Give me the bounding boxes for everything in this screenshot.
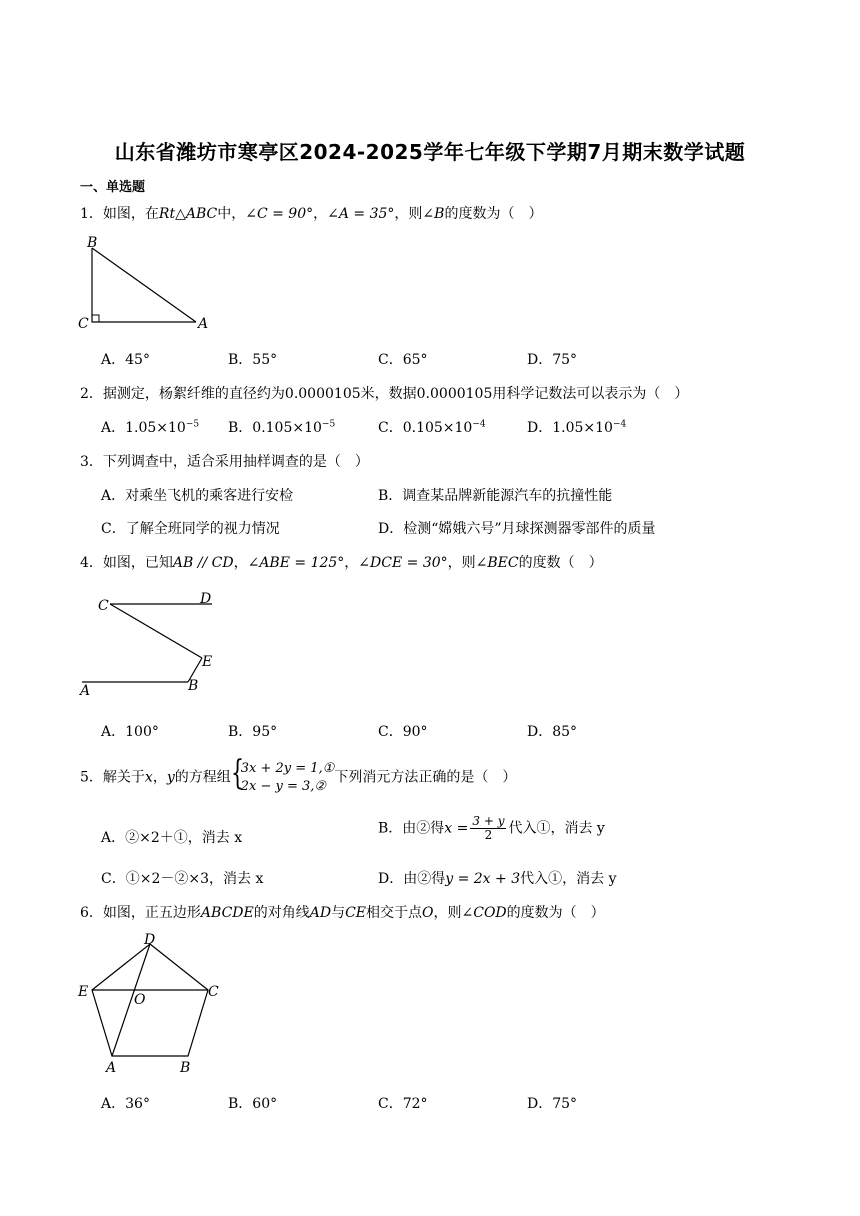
option-2d[interactable]: D．$1.05\times 10^{-4}$ — [527, 419, 627, 436]
option-4a[interactable]: A．100° — [101, 724, 159, 740]
option-3a[interactable]: A．对乘坐飞机的乘客进行安检 — [101, 488, 294, 504]
option-6a[interactable]: A．36° — [101, 1096, 150, 1112]
option-2c[interactable]: C．$0.105\times 10^{-4}$ — [378, 419, 486, 436]
label-B: B — [188, 678, 199, 694]
option-3d[interactable]: D．检测“嫦娥六号”月球探测器零部件的质量 — [378, 521, 656, 537]
label-B: B — [87, 235, 98, 251]
fraction: $\frac{3 + y}{2}$ — [472, 814, 505, 843]
option-5c[interactable]: C．①×2－②×3，消去 x — [101, 871, 264, 887]
label-E: E — [78, 984, 89, 1000]
question-5: 5．解关于x，y的方程组 { 3x + 2y = 1,① 2x − y = 3,② 下列消元方法正确的是（ ） — [80, 753, 517, 794]
figure-right-triangle — [78, 234, 218, 334]
option-6b[interactable]: B．60° — [228, 1096, 278, 1112]
label-C: C — [78, 316, 89, 332]
label-D: D — [200, 591, 212, 607]
question-3: 3．下列调查中，适合采用抽样调查的是（ ） — [80, 454, 369, 470]
label-O: O — [134, 992, 146, 1008]
option-6d[interactable]: D．75° — [527, 1096, 578, 1112]
label-A: A — [80, 683, 91, 699]
question-1: 1．如图，在Rt△ABC中，∠C = 90°，∠A = 35°，则∠B的度数为（ ） — [80, 206, 543, 222]
label-B: B — [180, 1060, 191, 1076]
figure-parallel-lines — [78, 588, 228, 698]
label-C: C — [98, 598, 109, 614]
brace-icon: { — [230, 753, 244, 793]
option-5d[interactable]: D．由②得y = 2x + 3代入①，消去 y — [378, 871, 617, 887]
option-3b[interactable]: B．调查某品牌新能源汽车的抗撞性能 — [378, 488, 613, 504]
figure-pentagon — [78, 930, 238, 1080]
option-1d[interactable]: D．75° — [527, 352, 578, 368]
equation-system: { 3x + 2y = 1,① 2x − y = 3,② — [230, 753, 335, 794]
option-1b[interactable]: B．55° — [228, 352, 278, 368]
option-3c[interactable]: C．了解全班同学的视力情况 — [101, 521, 280, 537]
question-6: 6．如图，正五边形ABCDE的对角线AD与CE相交于点O，则∠COD的度数为（ ） — [80, 905, 605, 921]
label-D: D — [144, 932, 156, 948]
page-title: 山东省潍坊市寒亭区2024-2025学年七年级下学期7月期末数学试题 — [114, 140, 746, 164]
option-6c[interactable]: C．72° — [378, 1096, 428, 1112]
option-4d[interactable]: D．85° — [527, 724, 578, 740]
question-4: 4．如图，已知AB // CD，∠ABE = 125°，∠DCE = 30°，则∠BEC的度数（ ） — [80, 555, 603, 571]
option-1a[interactable]: A．45° — [101, 352, 150, 368]
option-2b[interactable]: B．$0.105\times 10^{-5}$ — [228, 419, 336, 436]
label-A: A — [198, 316, 209, 332]
option-4c[interactable]: C．90° — [378, 724, 428, 740]
section-heading: 一、单选题 — [80, 180, 146, 195]
option-1c[interactable]: C．65° — [378, 352, 428, 368]
label-C: C — [208, 984, 219, 1000]
option-5b[interactable]: B．由②得x = $\frac{3 + y}{2}$ 代入①，消去 y — [378, 814, 605, 843]
option-5a[interactable]: A．②×2＋①，消去 x — [101, 830, 243, 846]
label-E: E — [202, 654, 213, 670]
option-2a[interactable]: A．$1.05\times 10^{-5}$ — [101, 419, 200, 436]
option-4b[interactable]: B．95° — [228, 724, 278, 740]
question-2: 2．据测定，杨絮纤维的直径约为0.0000105米，数据0.0000105用科学记数法可以表示为（ ） — [80, 386, 689, 402]
label-A: A — [106, 1060, 117, 1076]
